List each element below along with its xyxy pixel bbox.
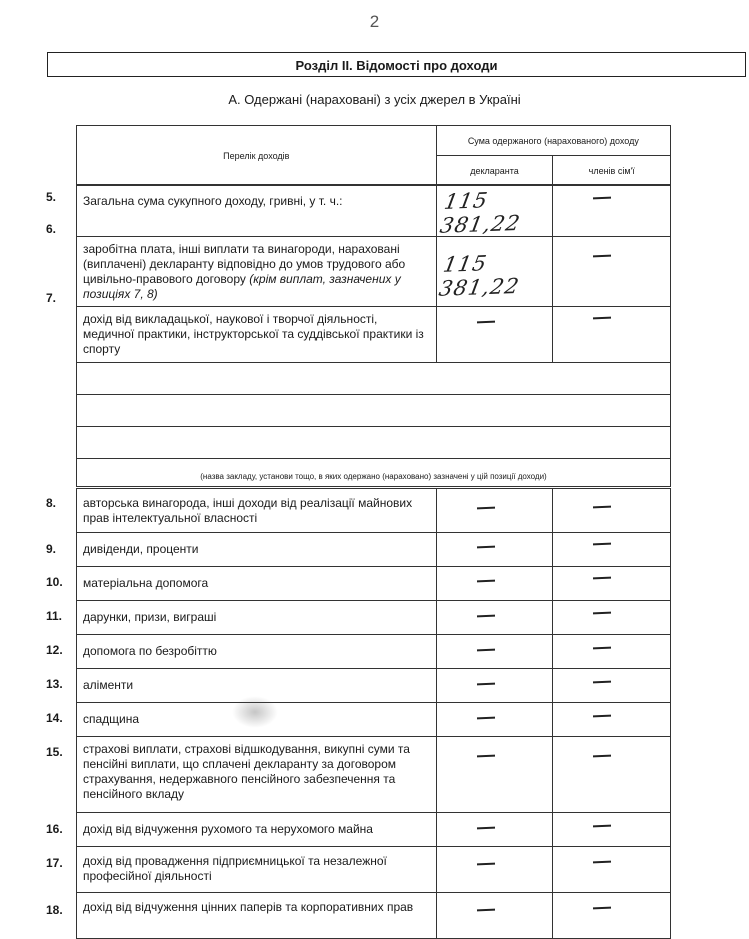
table-row [77, 489, 671, 533]
header-sum-label: Сума одержаного (нарахованого) доходу [436, 126, 670, 156]
table-header [76, 125, 671, 186]
row-number-18: 18. [46, 903, 63, 917]
table-row [77, 601, 671, 635]
declarant-value: 115 381,22 [436, 251, 521, 301]
row-text: дарунки, призи, виграші [83, 610, 217, 624]
table-row [77, 185, 671, 237]
table-row [77, 237, 671, 307]
declarant-dash [477, 683, 495, 686]
family-dash [593, 317, 611, 320]
row-number-13: 13. [46, 677, 63, 691]
table-row [77, 813, 671, 847]
declarant-dash [477, 827, 495, 830]
blank-line [77, 363, 671, 395]
declarant-dash [477, 615, 495, 618]
row-text-italic: (крім виплат, зазначених у позиціях 7, 8) [83, 272, 401, 301]
table-row [77, 669, 671, 703]
table-row [77, 893, 671, 939]
establishment-caption: (назва закладу, установи тощо, в яких одержано (нараховано) зазначені у цій позиції доходи) [200, 472, 547, 481]
row-text: заробітна плата, інші виплати та винагороди, нараховані (виплачені) декларанту відповідно до умов трудового або цивільно-правового договору [83, 242, 406, 286]
page-number: 2 [369, 12, 380, 31]
family-dash [593, 715, 611, 718]
table-row [77, 635, 671, 669]
row-number-12: 12. [46, 643, 63, 657]
row-number-9: 9. [46, 542, 57, 556]
subheading-text: . Одержані (нараховані) з усіх джерел в Україні [237, 92, 521, 107]
family-dash [593, 681, 611, 684]
blank-line [77, 395, 671, 427]
declarant-dash [477, 649, 495, 652]
row-text: дохід від викладацької, наукової і творчої діяльності, медичної практики, інструкторської та суддівської практики із спорту [83, 312, 424, 356]
row-number-15: 15. [46, 745, 63, 759]
row-text: дохід від відчуження цінних паперів та корпоративних прав [83, 900, 414, 914]
row-number-14: 14. [46, 711, 63, 725]
table-row [77, 567, 671, 601]
row-text: Загальна сума сукупного доходу, гривні, у т. ч.: [83, 194, 343, 208]
table-row [77, 737, 671, 813]
row-number-5: 5. [46, 190, 57, 204]
subheading [0, 92, 749, 107]
row-number-16: 16. [46, 822, 63, 836]
header-list-label: Перелік доходів [77, 126, 437, 186]
declarant-dash [477, 717, 495, 720]
family-dash [593, 907, 611, 910]
ink-smudge [232, 696, 278, 728]
row-text: авторська винагорода, інші доходи від реалізації майнових прав інтелектуальної власності [83, 496, 413, 525]
family-dash [593, 825, 611, 828]
table-row [77, 307, 671, 363]
family-dash [593, 861, 611, 864]
declarant-dash [477, 507, 495, 510]
declarant-dash [476, 321, 494, 324]
table-row [77, 847, 671, 893]
family-dash [593, 506, 611, 509]
blank-line [77, 427, 671, 459]
row-number-8: 8. [46, 496, 57, 510]
row-number-6: 6. [46, 222, 57, 236]
row-text: дохід від провадження підприємницької та незалежної професійної діяльності [83, 854, 387, 883]
row-number-11: 11. [46, 609, 63, 623]
row-number-17: 17. [46, 856, 63, 870]
declarant-dash [477, 863, 495, 866]
row-text: матеріальна допомога [83, 576, 209, 590]
section-title: Розділ ІІ. Відомості про доходи [47, 52, 746, 77]
table-row [77, 703, 671, 737]
row-text: допомога по безробіттю [83, 644, 217, 658]
family-dash [593, 647, 611, 650]
row-text: спадщина [83, 712, 140, 726]
declarant-value: 115 381,22 [437, 188, 522, 238]
family-dash [593, 577, 611, 580]
section-divider [47, 76, 746, 77]
declarant-dash [477, 546, 495, 549]
header-family: членів сім'ї [553, 156, 671, 186]
row-text: дохід від відчуження рухомого та нерухомого майна [83, 822, 373, 836]
family-dash [593, 612, 611, 615]
table-row [77, 533, 671, 567]
income-table-top [76, 184, 671, 487]
declarant-dash [477, 580, 495, 583]
income-table-bottom [76, 488, 671, 939]
family-dash [593, 255, 611, 258]
header-declarant: декларанта [436, 156, 553, 186]
row-number-10: 10. [46, 575, 63, 589]
subheading-letter: А [228, 92, 237, 107]
declarant-dash [477, 909, 495, 912]
family-dash [593, 755, 611, 758]
row-text: аліменти [83, 678, 134, 692]
row-text: дивіденди, проценти [83, 542, 199, 556]
row-text: страхові виплати, страхові відшкодування, викупні суми та пенсійні виплати, що сплачені декларанту за договором страхування, недержавного пенсійного забезпечення та пенсійного вкладу [83, 742, 410, 801]
declarant-dash [477, 755, 495, 758]
family-dash [593, 543, 611, 546]
row-number-7: 7. [46, 291, 57, 305]
family-dash [593, 197, 611, 200]
